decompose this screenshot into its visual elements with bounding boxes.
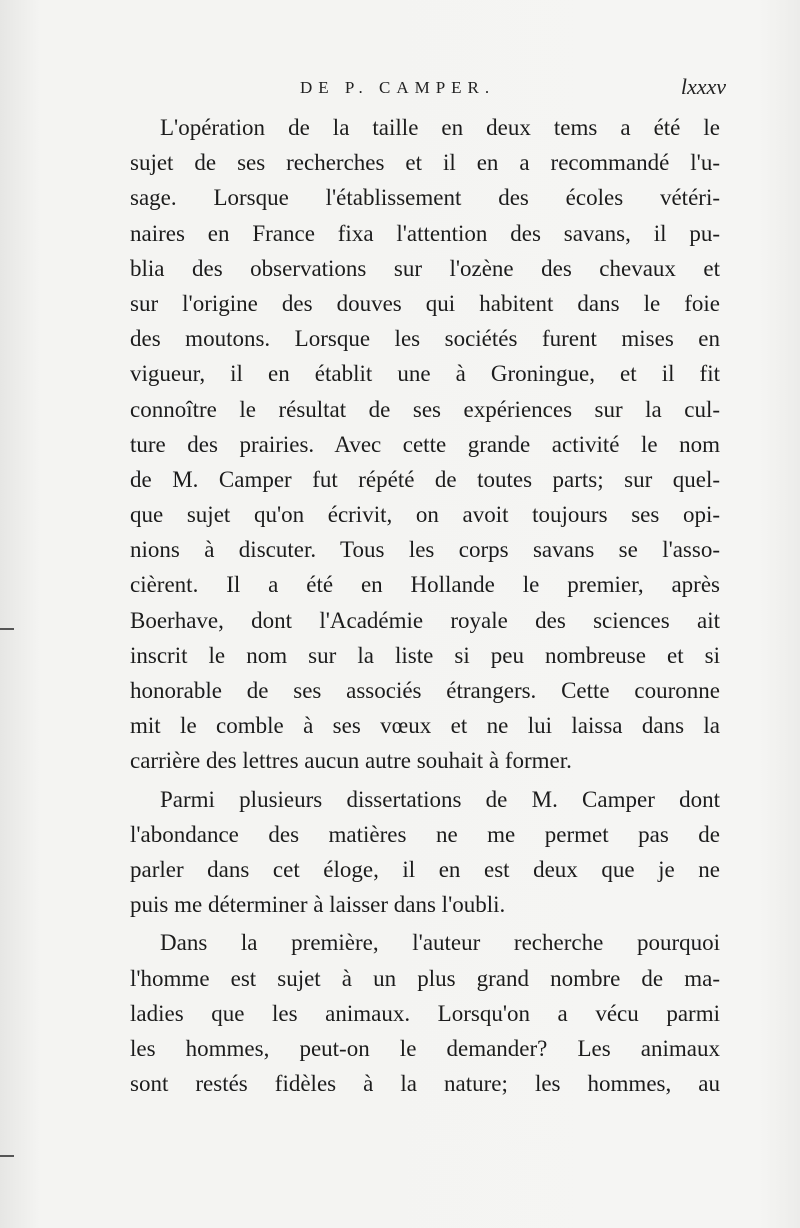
text-line: sont restés fidèles à la nature; les hommes, au	[130, 1071, 720, 1097]
text-line: naires en France fixa l'attention des savans, il pu-	[130, 220, 720, 246]
text-line: des moutons. Lorsque les sociétés furent mises en	[130, 326, 720, 352]
page-number: lxxxv	[680, 74, 726, 99]
page-edge-mark	[0, 628, 14, 630]
text-line: mit le comble à ses vœux et ne lui laissa dans la	[130, 713, 720, 739]
text-line: que sujet qu'on écrivit, on avoit toujours ses opi-	[130, 502, 720, 528]
text-line: de M. Camper fut répété de toutes parts; sur quel-	[130, 466, 720, 492]
text-line: sage. Lorsque l'établissement des écoles vétéri-	[130, 185, 720, 211]
running-head	[0, 74, 800, 102]
text-line: sur l'origine des douves qui habitent dans le foie	[130, 290, 720, 316]
paragraph	[130, 782, 720, 923]
body-text	[130, 110, 720, 1101]
text-line: Dans la première, l'auteur recherche pourquoi	[160, 930, 720, 956]
paragraph	[130, 110, 720, 779]
text-line: sujet de ses recherches et il en a recommandé l'u-	[130, 150, 720, 176]
text-line: ture des prairies. Avec cette grande activité le nom	[130, 431, 720, 457]
text-line: honorable de ses associés étrangers. Cette couronne	[130, 678, 720, 703]
text-line: L'opération de la taille en deux tems a été le	[160, 115, 720, 140]
text-line: carrière des lettres aucun autre souhait à former.	[130, 748, 572, 774]
text-line: vigueur, il en établit une à Groningue, et il fit	[130, 361, 720, 387]
text-line: ladies que les animaux. Lorsqu'on a vécu parmi	[130, 1000, 720, 1026]
text-line: blia des observations sur l'ozène des chevaux et	[130, 255, 720, 281]
page-edge-mark	[0, 1155, 14, 1157]
text-line: Parmi plusieurs dissertations de M. Camper dont	[160, 786, 720, 812]
text-line: Boerhave, dont l'Académie royale des sciences ait	[130, 607, 720, 633]
running-title: DE P. CAMPER.	[300, 78, 496, 97]
paragraph	[130, 925, 720, 1101]
text-line: inscrit le nom sur la liste si peu nombreuse et si	[130, 642, 720, 668]
text-line: l'abondance des matières ne me permet pas de	[130, 821, 720, 847]
text-line: nions à discuter. Tous les corps savans se l'asso-	[130, 537, 720, 563]
text-line: l'homme est sujet à un plus grand nombre de ma-	[130, 965, 720, 991]
text-line: puis me déterminer à laisser dans l'oubli.	[130, 892, 506, 918]
text-line: les hommes, peut-on le demander? Les animaux	[130, 1035, 720, 1061]
text-line: cièrent. Il a été en Hollande le premier, après	[130, 572, 720, 598]
text-line: parler dans cet éloge, il en est deux que je ne	[130, 856, 720, 882]
text-line: connoître le résultat de ses expériences sur la cul-	[130, 396, 720, 422]
